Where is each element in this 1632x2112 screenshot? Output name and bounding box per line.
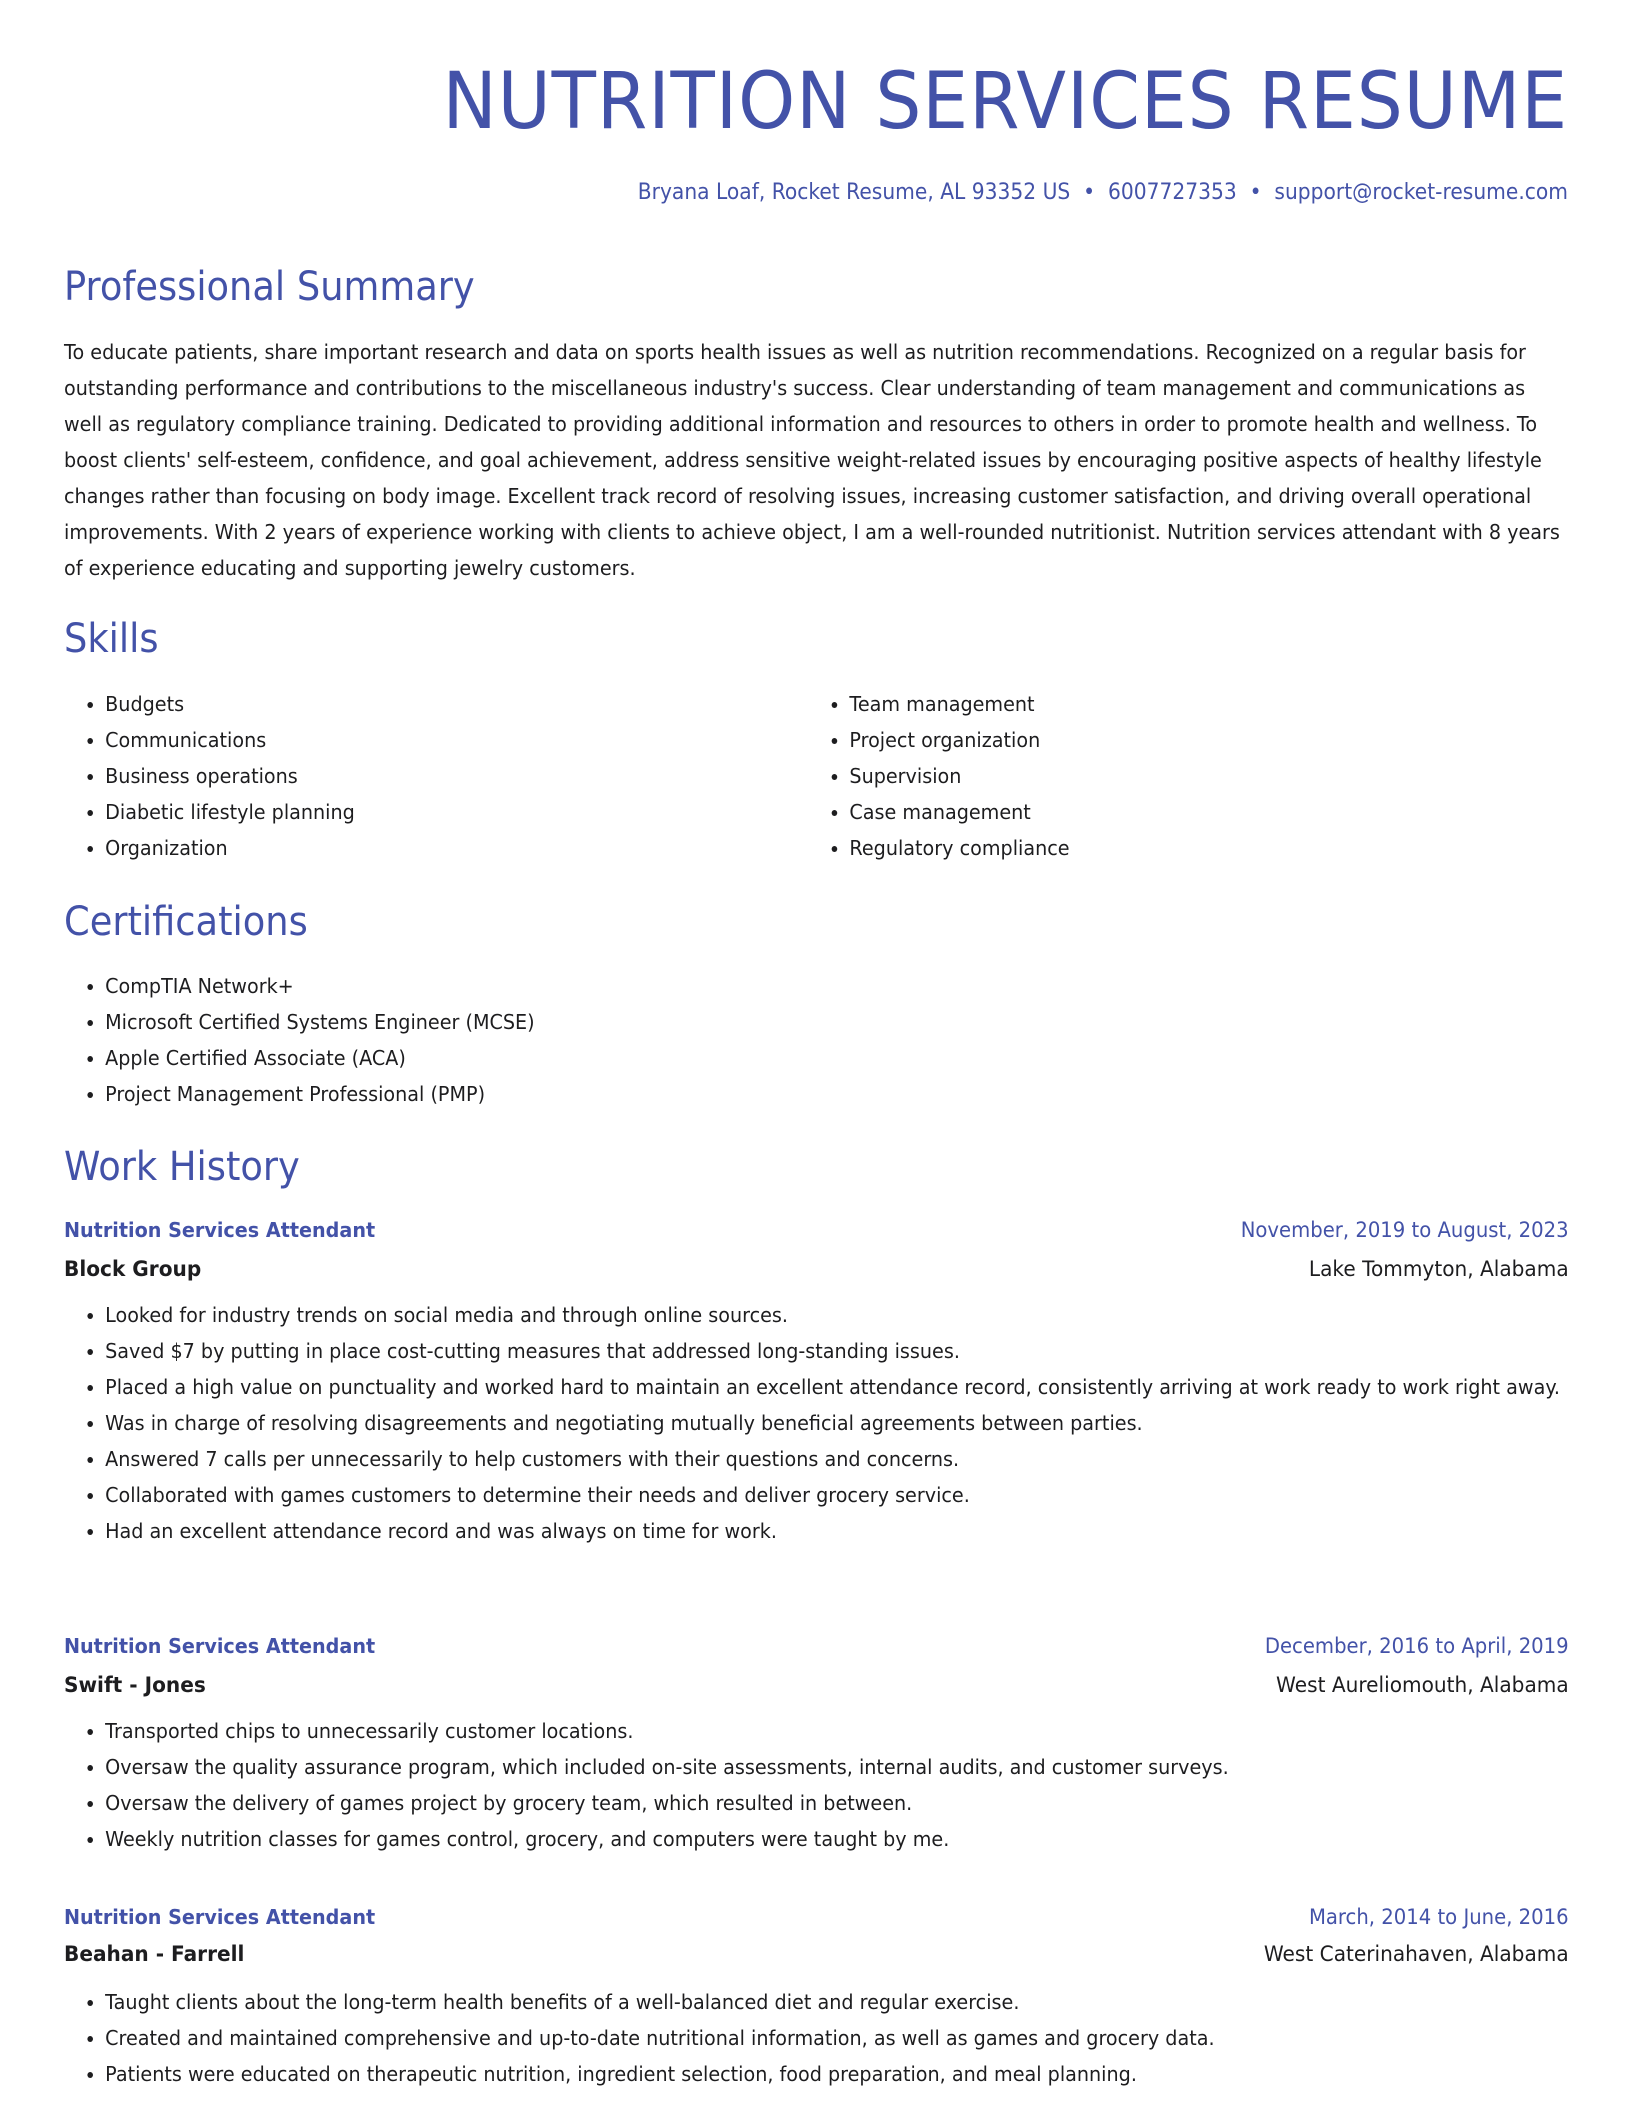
job-dates: December, 2016 to April, 2019 [1264,1634,1569,1658]
job-entry [64,1902,1568,2092]
certifications-list [64,968,1470,1112]
job-bullet: • Had an excellent attendance record and was always on time for work. [105,1513,1569,1549]
skill-item: • Case management [849,794,1560,830]
job-bullet: • Answered 7 calls per unnecessarily to help customers with their questions and concerns. [105,1441,1569,1477]
job-bullet: • Weekly nutrition classes for games control, grocery, and computers were taught by me. [105,1821,1569,1857]
work-section [64,1142,1568,1192]
job-company: Beahan - Farrell [64,1942,245,1967]
contact-separator: • [1249,180,1262,205]
contact-line [184,178,1568,208]
skills-section [64,614,1568,664]
skills-list-right [812,686,1560,866]
skill-item: • Business operations [105,758,812,794]
summary-body [64,334,1568,586]
job-bullet: • Created and maintained comprehensive and up-to-date nutritional information, as well as games and grocery data. [105,2020,1569,2056]
job-location: Lake Tommyton, Alabama [1308,1257,1569,1282]
skills-grid [64,686,1560,866]
job-bullet: • Patients were educated on therapeutic nutrition, ingredient selection, food preparation, and meal planning. [105,2056,1569,2092]
certifications-body [64,968,1470,1112]
job-entry [64,1215,1568,1549]
job-bullets [64,1713,1569,1857]
job-bullet: • Transported chips to unnecessarily customer locations. [105,1713,1569,1749]
job-bullet: • Placed a high value on punctuality and worked hard to maintain an excellent attendance record, consistently arriving at work ready to work right away. [105,1369,1569,1405]
contact-email[interactable]: support@rocket-resume.com [1274,180,1568,205]
skills-list-left [64,686,812,866]
skill-item: • Regulatory compliance [849,830,1560,866]
job-location: West Aureliomouth, Alabama [1276,1673,1569,1698]
skill-item: • Communications [105,722,812,758]
job-entry [64,1631,1568,1857]
job-title: Nutrition Services Attendant [64,1634,376,1658]
skills-heading: Skills [64,616,159,662]
work-heading: Work History [64,1144,300,1190]
job-company: Swift - Jones [64,1673,206,1698]
certification-item: • Apple Certified Associate (ACA) [105,1040,1470,1076]
skill-item: • Supervision [849,758,1560,794]
certifications-section [64,897,1568,947]
job-dates: November, 2019 to August, 2023 [1240,1218,1569,1242]
contact-phone: 6007727353 [1107,180,1237,205]
job-bullets [64,1984,1569,2092]
job-location: West Caterinahaven, Alabama [1263,1942,1569,1967]
skill-item: • Team management [849,686,1560,722]
job-title: Nutrition Services Attendant [64,1905,376,1929]
skill-item: • Budgets [105,686,812,722]
job-bullet: • Oversaw the delivery of games project by grocery team, which resulted in between. [105,1785,1569,1821]
job-bullet: • Saved $7 by putting in place cost-cutting measures that addressed long-standing issues. [105,1333,1569,1369]
skill-item: • Diabetic lifestyle planning [105,794,812,830]
skill-item: • Organization [105,830,812,866]
job-bullets [64,1297,1569,1549]
page-title: NUTRITION SERVICES RESUME [442,57,1568,147]
job-bullet: • Collaborated with games customers to determine their needs and deliver grocery service. [105,1477,1569,1513]
certification-item: • Project Management Professional (PMP) [105,1076,1470,1112]
job-dates: March, 2014 to June, 2016 [1308,1905,1569,1929]
skill-item: • Project organization [849,722,1560,758]
certification-item: • Microsoft Certified Systems Engineer (MCSE) [105,1004,1470,1040]
job-bullet: • Oversaw the quality assurance program, which included on-site assessments, internal audits, and customer surveys. [105,1749,1569,1785]
summary-heading: Professional Summary [64,264,475,310]
job-company: Block Group [64,1257,202,1282]
job-bullet: • Taught clients about the long-term health benefits of a well-balanced diet and regular exercise. [105,1984,1569,2020]
job-bullet: • Looked for industry trends on social media and through online sources. [105,1297,1569,1333]
contact-address: Bryana Loaf, Rocket Resume, AL 93352 US [637,180,1071,205]
contact-separator: • [1083,180,1096,205]
certifications-heading: Certifications [64,899,308,945]
job-bullet: • Was in charge of resolving disagreements and negotiating mutually beneficial agreements between parties. [105,1405,1569,1441]
certification-item: • CompTIA Network+ [105,968,1470,1004]
summary-section [64,262,1568,312]
job-title: Nutrition Services Attendant [64,1218,376,1242]
summary-text: To educate patients, share important research and data on sports health issues as well as nutrition recommendations. Recognized on a regular basis for outstanding performance and contributions to the miscellaneous industry's success. Clear understanding of team management and communications as well as regulatory compliance training. Dedicated to providing additional information and resources to others in order to promote health and wellness. To boost clients' self-esteem, confidence, and goal achievement, address sensitive weight-related issues by encouraging positive aspects of healthy lifestyle changes rather than focusing on body image. Excellent track record of resolving issues, increasing customer satisfaction, and driving overall operational improvements. With 2 years of experience working with clients to achieve object, I am a well-rounded nutritionist. Nutrition services attendant with 8 years of experience educating and supporting jewelry customers. [64,340,1560,580]
